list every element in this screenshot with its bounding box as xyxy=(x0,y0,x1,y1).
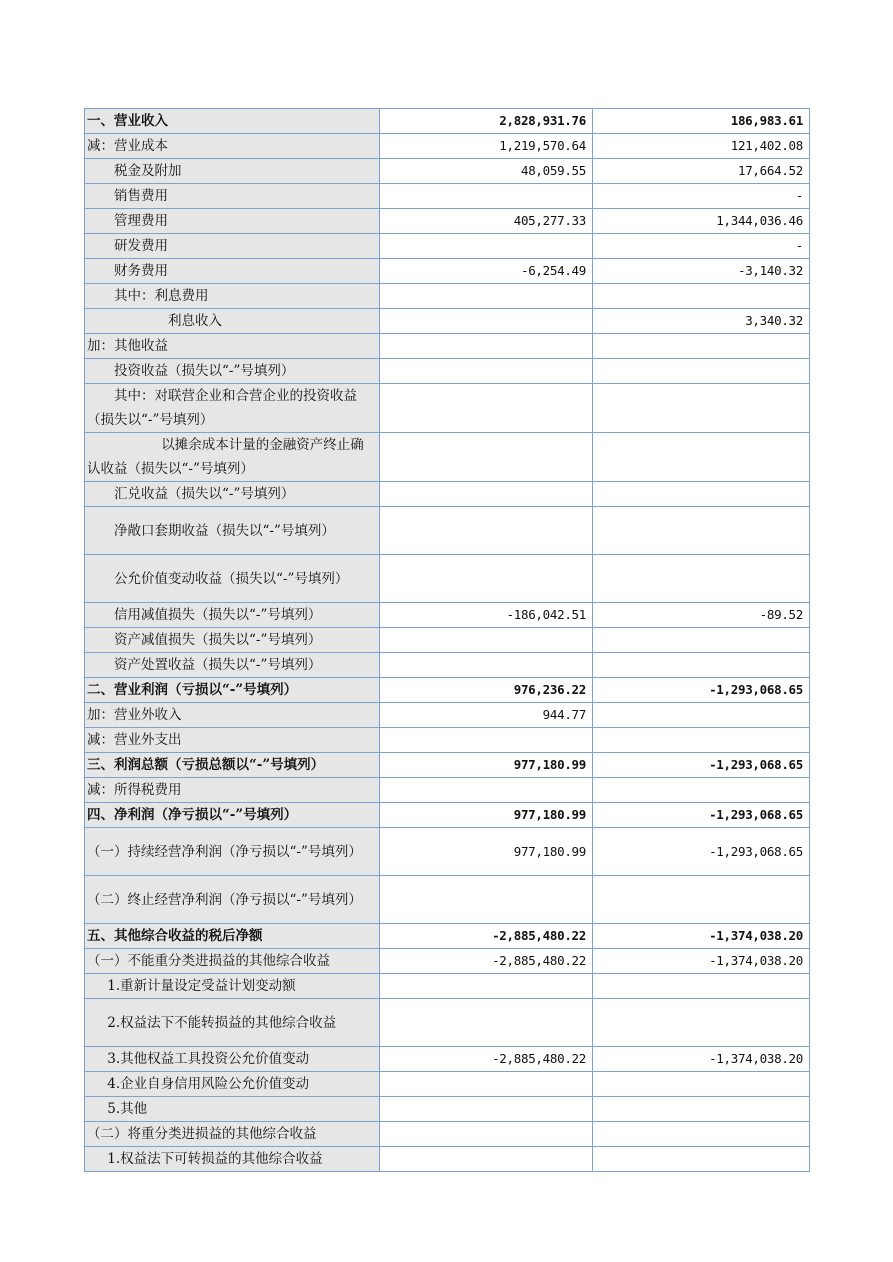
table-row xyxy=(85,949,810,974)
current-period-value xyxy=(380,1097,593,1122)
row-label: 四、净利润（净亏损以“-”号填列） xyxy=(85,803,380,828)
prior-period-value: 186,983.61 xyxy=(593,109,810,134)
current-period-value xyxy=(380,334,593,359)
prior-period-value xyxy=(593,1097,810,1122)
row-label: 研发费用 xyxy=(85,234,380,259)
prior-period-value: 121,402.08 xyxy=(593,134,810,159)
current-period-value xyxy=(380,234,593,259)
prior-period-value xyxy=(593,628,810,653)
table-row xyxy=(85,778,810,803)
row-label: 减：营业外支出 xyxy=(85,728,380,753)
table-row xyxy=(85,1097,810,1122)
current-period-value xyxy=(380,628,593,653)
prior-period-value xyxy=(593,359,810,384)
prior-period-value: - xyxy=(593,234,810,259)
current-period-value xyxy=(380,384,593,433)
current-period-value: 977,180.99 xyxy=(380,803,593,828)
current-period-value xyxy=(380,482,593,507)
row-label: 加：其他收益 xyxy=(85,334,380,359)
prior-period-value: - xyxy=(593,184,810,209)
prior-period-value xyxy=(593,876,810,924)
current-period-value xyxy=(380,284,593,309)
row-label: 三、利润总额（亏损总额以“-”号填列） xyxy=(85,753,380,778)
prior-period-value: -89.52 xyxy=(593,603,810,628)
table-row xyxy=(85,284,810,309)
prior-period-value: -1,374,038.20 xyxy=(593,924,810,949)
current-period-value: 944.77 xyxy=(380,703,593,728)
row-label: 其中：利息费用 xyxy=(85,284,380,309)
prior-period-value: -1,293,068.65 xyxy=(593,803,810,828)
row-label: 资产处置收益（损失以“-”号填列） xyxy=(85,653,380,678)
current-period-value xyxy=(380,184,593,209)
prior-period-value: -1,293,068.65 xyxy=(593,828,810,876)
current-period-value xyxy=(380,974,593,999)
row-label: 以摊余成本计量的金融资产终止确认收益（损失以“-”号填列） xyxy=(85,433,380,482)
prior-period-value xyxy=(593,1072,810,1097)
table-row xyxy=(85,753,810,778)
row-label: 减：所得税费用 xyxy=(85,778,380,803)
current-period-value: 977,180.99 xyxy=(380,753,593,778)
row-label: 2.权益法下不能转损益的其他综合收益 xyxy=(85,999,380,1047)
current-period-value xyxy=(380,309,593,334)
table-row xyxy=(85,259,810,284)
prior-period-value xyxy=(593,999,810,1047)
row-label: 管理费用 xyxy=(85,209,380,234)
table-row xyxy=(85,876,810,924)
prior-period-value xyxy=(593,1122,810,1147)
prior-period-value xyxy=(593,482,810,507)
table-row xyxy=(85,159,810,184)
row-label: 4.企业自身信用风险公允价值变动 xyxy=(85,1072,380,1097)
table-row xyxy=(85,309,810,334)
row-label: 一、营业收入 xyxy=(85,109,380,134)
current-period-value: 976,236.22 xyxy=(380,678,593,703)
prior-period-value xyxy=(593,1147,810,1172)
prior-period-value: 1,344,036.46 xyxy=(593,209,810,234)
prior-period-value xyxy=(593,334,810,359)
prior-period-value: 17,664.52 xyxy=(593,159,810,184)
table-row xyxy=(85,359,810,384)
prior-period-value xyxy=(593,703,810,728)
row-label: 5.其他 xyxy=(85,1097,380,1122)
prior-period-value xyxy=(593,778,810,803)
current-period-value: 1,219,570.64 xyxy=(380,134,593,159)
current-period-value xyxy=(380,1122,593,1147)
table-row xyxy=(85,433,810,482)
row-label: 五、其他综合收益的税后净额 xyxy=(85,924,380,949)
table-row xyxy=(85,628,810,653)
row-label: 信用减值损失（损失以“-”号填列） xyxy=(85,603,380,628)
income-statement-table xyxy=(84,108,810,1172)
row-label: 汇兑收益（损失以“-”号填列） xyxy=(85,482,380,507)
table-row xyxy=(85,828,810,876)
current-period-value xyxy=(380,359,593,384)
table-row xyxy=(85,924,810,949)
table-row xyxy=(85,703,810,728)
table-row xyxy=(85,803,810,828)
table-row xyxy=(85,603,810,628)
current-period-value xyxy=(380,433,593,482)
current-period-value: 2,828,931.76 xyxy=(380,109,593,134)
prior-period-value: -3,140.32 xyxy=(593,259,810,284)
row-label: （二）将重分类进损益的其他综合收益 xyxy=(85,1122,380,1147)
table-row xyxy=(85,109,810,134)
table-row xyxy=(85,974,810,999)
row-label: 销售费用 xyxy=(85,184,380,209)
current-period-value: 977,180.99 xyxy=(380,828,593,876)
prior-period-value: -1,293,068.65 xyxy=(593,753,810,778)
current-period-value: -2,885,480.22 xyxy=(380,924,593,949)
current-period-value xyxy=(380,1147,593,1172)
row-label: 1.重新计量设定受益计划变动额 xyxy=(85,974,380,999)
table-row xyxy=(85,1047,810,1072)
prior-period-value xyxy=(593,433,810,482)
prior-period-value xyxy=(593,728,810,753)
table-row xyxy=(85,384,810,433)
prior-period-value xyxy=(593,507,810,555)
row-label: 财务费用 xyxy=(85,259,380,284)
current-period-value xyxy=(380,1072,593,1097)
prior-period-value: -1,374,038.20 xyxy=(593,1047,810,1072)
row-label: 投资收益（损失以“-”号填列） xyxy=(85,359,380,384)
current-period-value: -2,885,480.22 xyxy=(380,949,593,974)
row-label: 3.其他权益工具投资公允价值变动 xyxy=(85,1047,380,1072)
prior-period-value xyxy=(593,384,810,433)
current-period-value xyxy=(380,876,593,924)
row-label: 加：营业外收入 xyxy=(85,703,380,728)
table-row xyxy=(85,507,810,555)
table-row xyxy=(85,653,810,678)
table-row xyxy=(85,999,810,1047)
table-row xyxy=(85,184,810,209)
table-row xyxy=(85,482,810,507)
row-label: （二）终止经营净利润（净亏损以“-”号填列） xyxy=(85,876,380,924)
current-period-value xyxy=(380,507,593,555)
table-row xyxy=(85,1122,810,1147)
row-label: 减：营业成本 xyxy=(85,134,380,159)
current-period-value xyxy=(380,728,593,753)
prior-period-value: -1,293,068.65 xyxy=(593,678,810,703)
row-label: 公允价值变动收益（损失以“-”号填列） xyxy=(85,555,380,603)
table-row xyxy=(85,334,810,359)
current-period-value xyxy=(380,778,593,803)
current-period-value: -2,885,480.22 xyxy=(380,1047,593,1072)
table-row xyxy=(85,1072,810,1097)
row-label: （一）不能重分类进损益的其他综合收益 xyxy=(85,949,380,974)
row-label: 1.权益法下可转损益的其他综合收益 xyxy=(85,1147,380,1172)
current-period-value: -6,254.49 xyxy=(380,259,593,284)
table-row xyxy=(85,728,810,753)
income-statement-body xyxy=(85,109,810,1172)
row-label: 其中：对联营企业和合营企业的投资收益（损失以“-”号填列） xyxy=(85,384,380,433)
row-label: 二、营业利润（亏损以“-”号填列） xyxy=(85,678,380,703)
current-period-value xyxy=(380,555,593,603)
table-row xyxy=(85,678,810,703)
prior-period-value: -1,374,038.20 xyxy=(593,949,810,974)
current-period-value: -186,042.51 xyxy=(380,603,593,628)
current-period-value: 48,059.55 xyxy=(380,159,593,184)
row-label: （一）持续经营净利润（净亏损以“-”号填列） xyxy=(85,828,380,876)
table-row xyxy=(85,1147,810,1172)
prior-period-value xyxy=(593,974,810,999)
table-row xyxy=(85,555,810,603)
table-row xyxy=(85,134,810,159)
row-label: 净敞口套期收益（损失以“-”号填列） xyxy=(85,507,380,555)
table-row xyxy=(85,234,810,259)
row-label: 税金及附加 xyxy=(85,159,380,184)
table-row xyxy=(85,209,810,234)
row-label: 资产减值损失（损失以“-”号填列） xyxy=(85,628,380,653)
current-period-value xyxy=(380,653,593,678)
current-period-value xyxy=(380,999,593,1047)
row-label: 利息收入 xyxy=(85,309,380,334)
current-period-value: 405,277.33 xyxy=(380,209,593,234)
prior-period-value: 3,340.32 xyxy=(593,309,810,334)
prior-period-value xyxy=(593,653,810,678)
prior-period-value xyxy=(593,555,810,603)
prior-period-value xyxy=(593,284,810,309)
